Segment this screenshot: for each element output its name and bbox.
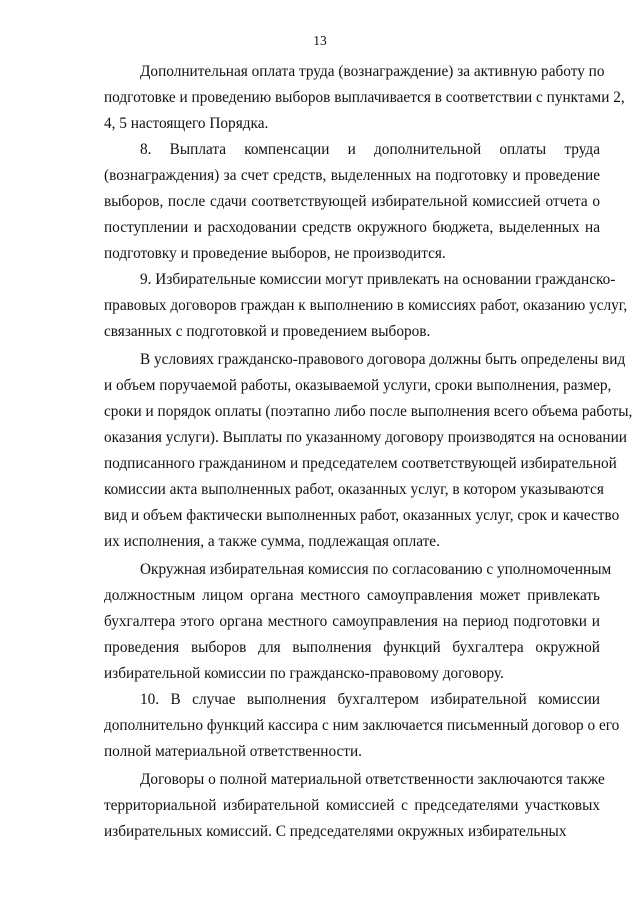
paragraph-2-line: выборов, после сдачи соответствующей избирательной комиссией отчета о	[104, 193, 600, 210]
paragraph-2-line: 8. Выплата компенсации и дополнительной оплаты труда	[140, 141, 600, 158]
paragraph-2-line: поступлении и расходовании средств окружного бюджета, выделенных на	[104, 219, 600, 236]
paragraph-5-line: проведения выборов для выполнения функций бухгалтера окружной	[104, 639, 600, 656]
paragraph-4-line: подписанного гражданином и председателем соответствующей избирательной	[104, 455, 617, 472]
page-number: 13	[313, 33, 327, 48]
paragraph-3-line: правовых договоров граждан к выполнению в комиссиях работ, оказанию услуг,	[104, 297, 628, 314]
paragraph-5-line: Окружная избирательная комиссия по согласованию с уполномоченным	[140, 561, 612, 578]
paragraph-4-line: В условиях гражданско-правового договора должны быть определены вид	[140, 351, 626, 368]
paragraph-6-line: дополнительно функций кассира с ним заключается письменный договор о его	[104, 717, 620, 734]
paragraph-5-line: бухгалтера этого органа местного самоуправления на период подготовки и	[104, 613, 600, 630]
paragraph-7-line: избирательных комиссий. С председателями окружных избирательных	[104, 823, 567, 840]
paragraph-6-line: полной материальной ответственности.	[104, 743, 362, 760]
paragraph-4-line: сроки и порядок оплаты (поэтапно либо после выполнения всего объема работы,	[104, 403, 633, 420]
paragraph-4-line: и объем поручаемой работы, оказываемой услуги, сроки выполнения, размер,	[104, 377, 612, 394]
paragraph-4-line: вид и объем фактически выполненных работ, оказанных услуг, срок и качество	[104, 507, 620, 524]
paragraph-1-line: подготовке и проведению выборов выплачивается в соответствии с пунктами 2,	[104, 89, 625, 106]
paragraph-7-line: территориальной избирательной комиссией с председателями участковых	[104, 797, 600, 814]
paragraph-4-line: оказания услуги). Выплаты по указанному договору производятся на основании	[104, 429, 627, 446]
paragraph-7-line: Договоры о полной материальной ответственности заключаются также	[140, 771, 605, 788]
paragraph-3-line: 9. Избирательные комиссии могут привлекать на основании гражданско-	[140, 271, 616, 288]
paragraph-3-line: связанных с подготовкой и проведением выборов.	[104, 323, 431, 340]
paragraph-2-line: (вознаграждения) за счет средств, выделенных на подготовку и проведение	[104, 167, 600, 184]
paragraph-4-line: их исполнения, а также сумма, подлежащая оплате.	[104, 533, 440, 550]
paragraph-6-line: 10. В случае выполнения бухгалтером избирательной комиссии	[140, 691, 600, 708]
paragraph-1-line: 4, 5 настоящего Порядка.	[104, 115, 269, 132]
paragraph-4-line: комиссии акта выполненных работ, оказанных услуг, в котором указываются	[104, 481, 604, 498]
paragraph-2-line: подготовку и проведение выборов, не производится.	[104, 245, 446, 262]
paragraph-5-line: должностным лицом органа местного самоуправления может привлекать	[104, 587, 600, 604]
paragraph-5-line: избирательной комиссии по гражданско-правовому договору.	[104, 665, 504, 682]
paragraph-1-line: Дополнительная оплата труда (вознаграждение) за активную работу по	[140, 63, 605, 80]
